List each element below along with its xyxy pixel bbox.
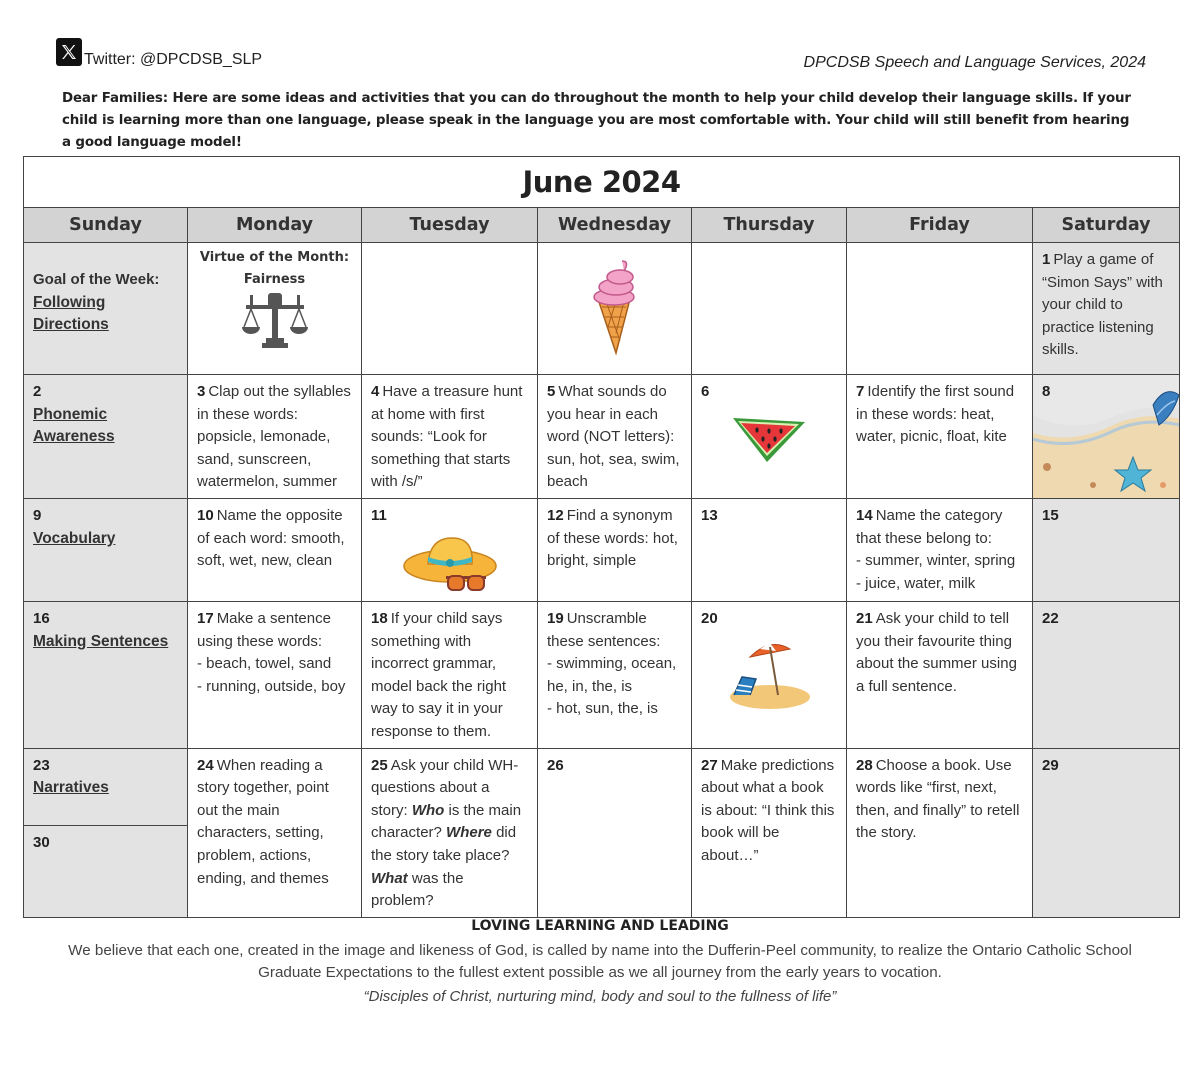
week-theme: Phonemic Awareness: [33, 405, 115, 446]
goal-of-week-cell: [24, 243, 188, 375]
day-cell-10: [188, 499, 362, 602]
day-cell-28: [847, 748, 1033, 917]
organization-name: DPCDSB Speech and Language Services, 2024: [803, 54, 1146, 71]
day-cell-13: [692, 499, 847, 602]
day-number: 18: [371, 610, 388, 627]
day-number: 7: [856, 383, 865, 400]
day-cell-empty: [692, 243, 847, 375]
day-cell-8: [1033, 375, 1180, 499]
wh-question-where: did the story take place?: [371, 824, 517, 864]
day-cell-23: [24, 748, 188, 825]
day-number: 27: [701, 756, 718, 774]
icecream-cell: [538, 243, 692, 375]
calendar: [23, 156, 1180, 918]
day-cell-16: [24, 602, 188, 749]
day-header-monday: Monday: [188, 208, 362, 243]
day-activity: Name the category that these belong to:: [856, 507, 1003, 547]
day-header-friday: Friday: [847, 208, 1033, 243]
day-header-thursday: Thursday: [692, 208, 847, 243]
day-cell-9: [24, 499, 188, 602]
day-activity: Identify the first sound in these words: heat, water, picnic, float, kite: [856, 383, 1015, 446]
day-number: 2: [33, 383, 42, 400]
word-list-1: - summer, winter, spring: [856, 552, 1016, 570]
day-number: 30: [33, 833, 50, 851]
footer-quote: “Disciples of Christ, nurturing mind, body and soul to the fullness of life”: [363, 988, 837, 1005]
virtue-value: Fairness: [243, 272, 306, 287]
day-number: 15: [1042, 507, 1059, 524]
day-activity: Name the opposite of each word: smooth, soft, wet, new, clean: [197, 507, 345, 570]
day-number: 14: [856, 507, 873, 524]
day-cell-27: [692, 748, 847, 917]
day-cell-1: [1033, 243, 1180, 375]
day-activity: Ask your child to tell you their favourite thing about the summer using a full sentence.: [856, 610, 1017, 695]
day-cell-12: [538, 499, 692, 602]
calendar-title: June 2024: [24, 157, 1180, 208]
word-list-2: - running, outside, boy: [197, 677, 346, 695]
day-cell-26: [538, 748, 692, 917]
day-number: 21: [856, 610, 873, 627]
day-number: 17: [197, 610, 214, 627]
day-activity: Unscramble these sentences:: [547, 610, 661, 650]
day-header-tuesday: Tuesday: [362, 208, 538, 243]
day-number: 19: [547, 610, 564, 627]
day-cell-2: [24, 375, 188, 499]
day-activity: Make a sentence using these words:: [197, 610, 331, 650]
day-cell-22: [1033, 602, 1180, 749]
week-row: [24, 375, 1180, 499]
day-cell-3: [188, 375, 362, 499]
day-header-saturday: Saturday: [1033, 208, 1180, 243]
wh-word-what: What: [371, 869, 408, 887]
wh-word-who: Who: [411, 801, 445, 819]
sun-hat-sunglasses-icon: [362, 532, 537, 594]
day-cell-4: [362, 375, 538, 499]
day-cell-20: [692, 602, 847, 749]
day-number: 9: [33, 507, 42, 524]
virtue-cell: [188, 243, 362, 375]
day-cell-11: [362, 499, 538, 602]
day-number: 6: [701, 383, 710, 400]
day-cell-15: [1033, 499, 1180, 602]
day-number: 28: [856, 756, 873, 774]
virtue-label: Virtue of the Month:: [199, 250, 350, 265]
day-number: 1: [1042, 251, 1051, 268]
week-row: [24, 602, 1180, 749]
scales-of-justice-icon: [188, 291, 361, 351]
wh-question-who: is the main character?: [371, 801, 522, 842]
week-theme: Narratives: [33, 779, 109, 797]
weekday-header: [24, 208, 1180, 243]
twitter-handle[interactable]: [56, 38, 262, 66]
week-row: [24, 243, 1180, 375]
word-list-2: - juice, water, milk: [856, 574, 976, 592]
day-activity: Have a treasure hunt at home with first sounds: “Look for something that starts with /s/”: [371, 383, 523, 491]
ice-cream-cone-icon: [538, 243, 691, 357]
goal-label: Goal of the Week:: [33, 271, 160, 288]
day-activity: Choose a book. Use words like “first, next, then, and finally” to retell the story.: [856, 756, 1020, 842]
day-number: 22: [1042, 610, 1059, 627]
day-number: 20: [701, 610, 718, 627]
scrambled-sentence-1: - swimming, ocean, he, in, the, is: [547, 655, 677, 695]
day-activity: Ask your child WH-questions about a story:: [371, 756, 519, 819]
day-number: 13: [701, 507, 718, 524]
day-cell-24: [188, 748, 362, 917]
wh-question-what: was the problem?: [371, 869, 464, 910]
day-activity: Play a game of “Simon Says” with your child to practice listening skills.: [1042, 251, 1163, 359]
week-theme: Making Sentences: [33, 632, 169, 650]
day-activity: Clap out the syllables in these words: popsicle, lemonade, sand, sunscreen, watermelon, summer: [197, 383, 351, 491]
beach-umbrella-chair-icon: [692, 635, 846, 711]
x-logo-icon: [56, 38, 82, 66]
scrambled-sentence-2: - hot, sun, the, is: [547, 700, 658, 718]
day-number: 26: [547, 756, 564, 774]
day-number: 12: [547, 507, 564, 524]
goal-theme: Following Directions: [33, 293, 109, 334]
week-row: [24, 499, 1180, 602]
day-activity: Make predictions about what a book is about: “I think this book will be about…”: [701, 756, 835, 864]
day-cell-19: [538, 602, 692, 749]
day-number: 10: [197, 507, 214, 524]
wh-word-where: Where: [446, 824, 492, 842]
page-header: [56, 38, 1146, 72]
day-number: 23: [33, 756, 50, 774]
footer-title: LOVING LEARNING AND LEADING: [471, 918, 729, 934]
week-theme: Vocabulary: [33, 529, 116, 547]
day-number: 24: [197, 756, 214, 774]
day-number: 25: [371, 756, 388, 774]
day-number: 5: [547, 383, 556, 400]
day-cell-14: [847, 499, 1033, 602]
day-cell-29: [1033, 748, 1180, 917]
intro-text: Dear Families: Here are some ideas and activities that you can do throughout the month to help your child develop their language skills. If your child is learning more than one language, please speak in the language you are most comfortable with. Your child will still benefit from hearing a good language model!: [62, 91, 1131, 150]
day-activity: What sounds do you hear in each word (NOT letters): sun, hot, sea, swim, beach: [547, 383, 680, 491]
day-number: 11: [371, 507, 387, 524]
day-cell-17: [188, 602, 362, 749]
day-cell-25: [362, 748, 538, 917]
week-row: [24, 748, 1180, 825]
day-cell-21: [847, 602, 1033, 749]
day-activity: If your child says something with incorrect grammar, model back the right way to say it in your response to them.: [371, 610, 507, 740]
watermelon-icon: [692, 408, 846, 464]
day-cell-18: [362, 602, 538, 749]
word-list-1: - beach, towel, sand: [197, 655, 332, 673]
day-number: 4: [371, 383, 380, 400]
day-number: 29: [1042, 756, 1059, 774]
day-cell-7: [847, 375, 1033, 499]
day-number: 16: [33, 610, 50, 627]
day-cell-empty: [362, 243, 538, 375]
twitter-handle-text: Twitter: @DPCDSB_SLP: [84, 51, 263, 68]
day-activity: When reading a story together, point out the main characters, setting, problem, actions, ending, and themes: [197, 756, 329, 887]
day-cell-5: [538, 375, 692, 499]
day-cell-30: [24, 825, 188, 917]
day-header-wednesday: Wednesday: [538, 208, 692, 243]
day-cell-6: [692, 375, 847, 499]
day-header-sunday: Sunday: [24, 208, 188, 243]
day-number: 8: [1042, 383, 1051, 400]
footer-mission: We believe that each one, created in the image and likeness of God, is called by name into the Dufferin-Peel community, to realize the Ontario Catholic School Graduate Expectations to the fullest extent possible as we all journey from the early years to vocation.: [68, 942, 1132, 981]
day-activity: Find a synonym of these words: hot, bright, simple: [547, 507, 678, 570]
day-cell-empty: [847, 243, 1033, 375]
day-number: 3: [197, 383, 206, 400]
